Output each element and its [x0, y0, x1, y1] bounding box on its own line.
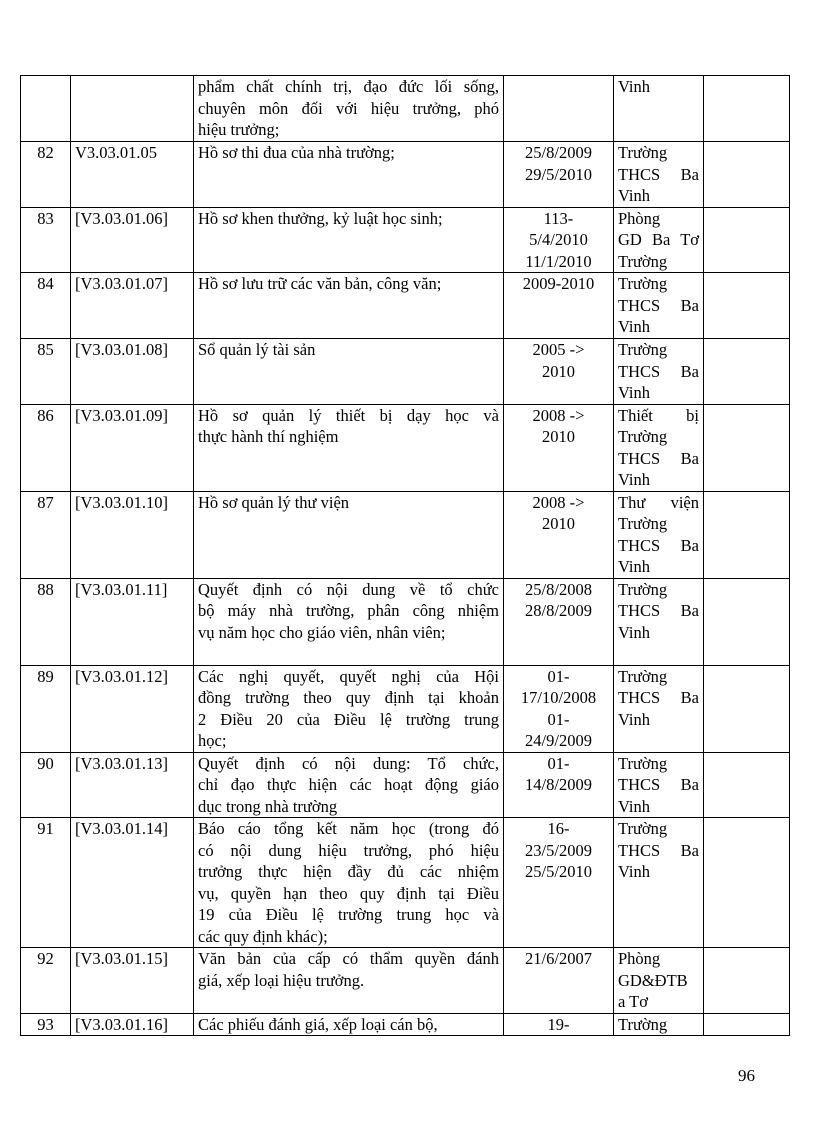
date-line: 23/5/2009 [525, 840, 592, 860]
place-line: Phòng [618, 949, 661, 968]
date-cell [504, 76, 614, 142]
content-line: trưởng thực hiện đầy đủ các nhiệm [198, 862, 499, 881]
place-line: Trường [618, 753, 668, 773]
row-number-cell [21, 1013, 71, 1036]
place-line: Trường [618, 274, 668, 293]
place-line: Vinh [618, 186, 651, 205]
date-line: 14/8/2009 [525, 775, 592, 794]
row-number-cell [21, 665, 71, 752]
table-row [21, 273, 790, 339]
place-line: Vinh [618, 470, 651, 489]
row-number-cell [21, 752, 71, 818]
date-cell [504, 665, 614, 752]
date-cell [504, 948, 614, 1014]
row-number: 88 [37, 579, 54, 599]
note-cell [704, 207, 790, 273]
place-line: Vinh [618, 709, 651, 729]
evidence-code: V3.03.01.05 [75, 143, 158, 162]
content-line: đồng trường theo quy định tại khoản [198, 688, 499, 707]
content-line: Báo cáo tổng kết năm học (trong đó [198, 819, 499, 838]
place-line: Trường [618, 1014, 668, 1034]
note-cell [704, 1013, 790, 1036]
place-line: Vinh [618, 317, 651, 336]
content-line: Sổ quản lý tài sản [198, 340, 316, 359]
note-cell [704, 752, 790, 818]
place-line: Trường [618, 143, 668, 162]
row-number-cell [21, 76, 71, 142]
evidence-code-cell [71, 339, 194, 405]
evidence-code: [V3.03.01.12] [75, 666, 169, 686]
date-line: 21/6/2007 [525, 949, 592, 968]
evidence-code-cell [71, 1013, 194, 1036]
content-line: có nội dung hiệu trưởng, phó hiệu [198, 840, 499, 860]
date-line: 2008 -> [532, 492, 585, 512]
date-line: 2010 [542, 514, 575, 533]
place-line: THCS Ba [618, 164, 699, 184]
content-cell [194, 1013, 504, 1036]
date-cell [504, 578, 614, 665]
date-line: 25/5/2010 [525, 862, 592, 881]
date-line: 24/9/2009 [525, 731, 592, 750]
content-cell [194, 948, 504, 1014]
page-number: 96 [738, 1066, 755, 1085]
row-number-cell [21, 207, 71, 273]
content-cell [194, 578, 504, 665]
note-cell [704, 273, 790, 339]
evidence-code-cell [71, 142, 194, 208]
date-cell [504, 818, 614, 948]
place-line: Vinh [618, 862, 651, 881]
content-line: giá, xếp loại hiệu trưởng. [198, 970, 365, 990]
content-line: Quyết định có nội dung về tổ chức [198, 579, 499, 599]
date-line: 17/10/2008 [520, 688, 597, 707]
place-cell [614, 76, 704, 142]
evidence-code-cell [71, 578, 194, 665]
table-row [21, 665, 790, 752]
place-cell [614, 1013, 704, 1036]
place-line: Vinh [618, 557, 651, 576]
place-line: Trường [618, 427, 668, 446]
place-line: Vinh [618, 622, 651, 642]
date-cell [504, 207, 614, 273]
place-cell [614, 665, 704, 752]
place-line: Trường [618, 340, 668, 359]
row-number: 90 [37, 753, 54, 773]
row-number-cell [21, 339, 71, 405]
row-number-cell [21, 578, 71, 665]
row-number: 83 [37, 208, 54, 228]
place-line: Trường [618, 251, 668, 271]
date-cell [504, 752, 614, 818]
content-line: Hồ sơ khen thưởng, kỷ luật học sinh; [198, 208, 443, 228]
date-line: 16- [547, 819, 570, 838]
table-row [21, 818, 790, 948]
date-line: 2010 [542, 361, 575, 381]
content-cell [194, 76, 504, 142]
date-line: 2005 -> [532, 340, 585, 359]
content-line: 19 của Điều lệ trường trung học và [198, 905, 499, 924]
row-number-cell [21, 404, 71, 491]
table-row [21, 404, 790, 491]
place-cell [614, 339, 704, 405]
table-row [21, 491, 790, 578]
row-number: 85 [37, 340, 54, 359]
place-line: THCS Ba [618, 775, 699, 794]
evidence-code-cell [71, 818, 194, 948]
place-cell [614, 273, 704, 339]
date-line: 11/1/2010 [525, 251, 592, 271]
place-cell [614, 142, 704, 208]
place-line: THCS Ba [618, 361, 699, 381]
date-cell [504, 273, 614, 339]
date-line: 2009-2010 [522, 274, 595, 293]
content-line: phẩm chất chính trị, đạo đức lối sống, [198, 77, 499, 96]
content-cell [194, 752, 504, 818]
table-row [21, 142, 790, 208]
evidence-code-cell [71, 76, 194, 142]
place-line: THCS Ba [618, 840, 699, 860]
evidence-code: [V3.03.01.15] [75, 949, 169, 968]
content-line: 2 Điều 20 của Điều lệ trường trung [198, 709, 499, 729]
content-line: Hồ sơ quản lý thư viện [198, 492, 350, 512]
evidence-code: [V3.03.01.14] [75, 819, 169, 838]
place-line: GD&ĐTB [618, 970, 688, 990]
place-cell [614, 752, 704, 818]
content-line: thực hành thí nghiệm [198, 427, 339, 446]
note-cell [704, 665, 790, 752]
place-line: THCS Ba [618, 601, 699, 620]
place-line: Vinh [618, 796, 651, 816]
content-line: Các phiếu đánh giá, xếp loại cán bộ, [198, 1014, 438, 1034]
place-cell [614, 491, 704, 578]
content-line: các quy định khác); [198, 926, 328, 946]
row-number: 92 [37, 949, 54, 968]
table-row [21, 752, 790, 818]
place-cell [614, 948, 704, 1014]
place-cell [614, 578, 704, 665]
content-line: Hồ sơ quản lý thiết bị dạy học và [198, 405, 499, 425]
date-cell [504, 1013, 614, 1036]
date-cell [504, 404, 614, 491]
date-line: 25/8/2009 [525, 143, 592, 162]
table-row [21, 339, 790, 405]
place-line: Thiết bị [618, 405, 699, 425]
place-line: Vinh [618, 77, 651, 96]
content-cell [194, 491, 504, 578]
content-line: Văn bản của cấp có thẩm quyền đánh [198, 949, 499, 968]
row-number: 82 [37, 143, 54, 162]
note-cell [704, 948, 790, 1014]
date-line: 2008 -> [532, 405, 585, 425]
row-number: 91 [37, 819, 54, 838]
note-cell [704, 76, 790, 142]
date-line: 25/8/2008 [525, 579, 592, 599]
row-number-cell [21, 491, 71, 578]
evidence-code-cell [71, 491, 194, 578]
evidence-code-cell [71, 948, 194, 1014]
place-line: THCS Ba [618, 688, 699, 707]
content-line: Quyết định có nội dung: Tổ chức, [198, 753, 499, 773]
place-cell [614, 207, 704, 273]
evidence-code-cell [71, 273, 194, 339]
place-line: Trường [618, 514, 668, 533]
content-line: dục trong nhà trường [198, 796, 338, 816]
records-table-body [21, 76, 790, 1036]
content-cell [194, 142, 504, 208]
evidence-code: [V3.03.01.08] [75, 340, 169, 359]
place-line: Trường [618, 666, 668, 686]
row-number: 86 [37, 405, 54, 425]
note-cell [704, 404, 790, 491]
date-line: 5/4/2010 [529, 230, 588, 249]
place-cell [614, 404, 704, 491]
content-line: hiệu trưởng; [198, 120, 280, 139]
content-line: Hồ sơ thi đua của nhà trường; [198, 143, 395, 162]
evidence-code: [V3.03.01.09] [75, 405, 169, 425]
records-table [20, 75, 790, 1036]
evidence-code: [V3.03.01.06] [75, 208, 169, 228]
row-number: 87 [37, 492, 54, 512]
row-number-cell [21, 818, 71, 948]
date-cell [504, 491, 614, 578]
table-row [21, 207, 790, 273]
evidence-code: [V3.03.01.10] [75, 492, 169, 512]
place-line: THCS Ba [618, 448, 699, 468]
note-cell [704, 339, 790, 405]
place-line: Vinh [618, 383, 651, 402]
table-row [21, 948, 790, 1014]
date-line: 29/5/2010 [525, 164, 592, 184]
evidence-code-cell [71, 404, 194, 491]
evidence-code: [V3.03.01.13] [75, 753, 169, 773]
place-line: Phòng [618, 208, 661, 228]
note-cell [704, 142, 790, 208]
evidence-code-cell [71, 752, 194, 818]
table-row [21, 1013, 790, 1036]
date-cell [504, 142, 614, 208]
content-line: bộ máy nhà trường, phân công nhiệm [198, 601, 499, 620]
place-cell [614, 818, 704, 948]
content-cell [194, 404, 504, 491]
date-line: 113- [543, 208, 574, 228]
content-line: Hồ sơ lưu trữ các văn bản, công văn; [198, 274, 442, 293]
row-number: 89 [37, 666, 54, 686]
date-line: 2010 [542, 427, 575, 446]
date-line: 01- [547, 709, 570, 729]
place-line: THCS Ba [618, 535, 699, 555]
table-row [21, 578, 790, 665]
content-cell [194, 273, 504, 339]
row-number-cell [21, 142, 71, 208]
content-cell [194, 818, 504, 948]
content-line: vụ, quyền hạn theo quy định tại Điều [198, 883, 499, 903]
note-cell [704, 818, 790, 948]
evidence-code: [V3.03.01.07] [75, 274, 169, 293]
place-line: Thư viện [618, 492, 699, 512]
row-number-cell [21, 948, 71, 1014]
table-row [21, 76, 790, 142]
place-line: Trường [618, 579, 668, 599]
content-cell [194, 665, 504, 752]
content-line: Các nghị quyết, quyết nghị của Hội [198, 666, 499, 686]
date-cell [504, 339, 614, 405]
evidence-code-cell [71, 665, 194, 752]
content-line: vụ năm học cho giáo viên, nhân viên; [198, 622, 446, 642]
place-line: Trường [618, 819, 668, 838]
content-cell [194, 339, 504, 405]
content-line: học; [198, 731, 227, 750]
content-cell [194, 207, 504, 273]
date-line: 01- [547, 753, 570, 773]
evidence-code: [V3.03.01.11] [75, 579, 168, 599]
date-line: 19- [547, 1014, 570, 1034]
date-line: 01- [547, 666, 570, 686]
place-line: a Tơ [618, 992, 648, 1011]
place-line: GD Ba Tơ [618, 230, 699, 249]
row-number: 93 [37, 1014, 54, 1034]
date-line: 28/8/2009 [525, 601, 592, 620]
content-line: chuyên môn đối với hiệu trưởng, phó [198, 98, 499, 118]
place-line: THCS Ba [618, 295, 699, 315]
note-cell [704, 491, 790, 578]
note-cell [704, 578, 790, 665]
evidence-code: [V3.03.01.16] [75, 1014, 169, 1034]
content-line: chỉ đạo thực hiện các hoạt động giáo [198, 775, 499, 794]
row-number-cell [21, 273, 71, 339]
evidence-code-cell [71, 207, 194, 273]
row-number: 84 [37, 274, 54, 293]
